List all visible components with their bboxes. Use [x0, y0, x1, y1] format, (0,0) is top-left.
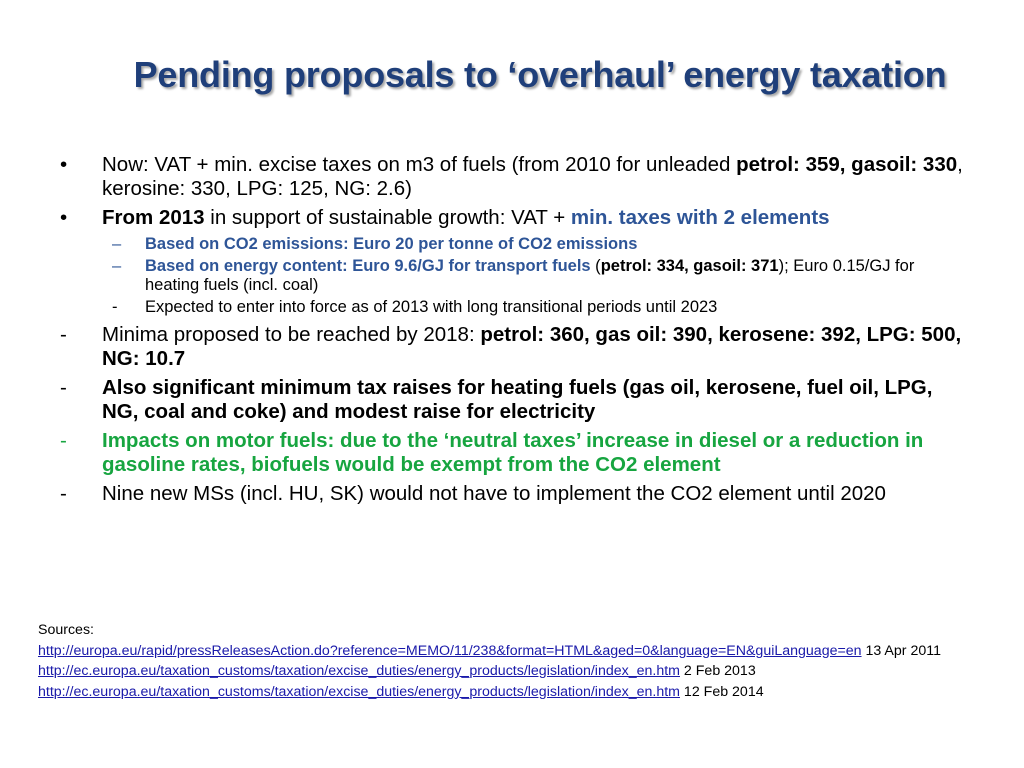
bullet-minima	[58, 323, 968, 371]
sources	[38, 620, 988, 702]
page-title: Pending proposals to ‘overhaul’ energy taxation	[133, 54, 947, 95]
bullet-marker: -	[60, 482, 67, 505]
bullet-text: Also significant minimum tax raises for heating fuels (gas oil, kerosene, fuel oil, LPG, NG, coal and coke) and modest raise for electricity	[102, 376, 933, 423]
bullet-marker: -	[60, 323, 67, 346]
bullet-from-2013	[58, 206, 968, 230]
bullet-bold-text: petrol: 360, gas oil: 390, kerosene: 392, LPG: 500, NG: 10.7	[102, 323, 962, 370]
subbullet-bold-text: petrol: 334, gasoil: 371	[600, 257, 779, 275]
bullet-text: Now: VAT + min. excise taxes on m3 of fuels (from 2010 for unleaded	[102, 153, 737, 176]
source-link[interactable]: http://ec.europa.eu/taxation_customs/taxation/excise_duties/energy_products/legislation/index_en.htm	[38, 663, 680, 679]
bullet-bold-text: From 2013	[102, 206, 205, 229]
source-date: 12 Feb 2014	[679, 683, 764, 700]
subbullet-highlight-text: Based on energy content: Euro 9.6/GJ for transport fuels	[145, 257, 591, 275]
subbullet-marker: -	[112, 298, 118, 316]
bullet-marker: •	[60, 153, 68, 176]
bullet-text: , kerosine: 330, LPG: 125, NG: 2.6)	[102, 153, 963, 200]
bullet-marker: •	[60, 206, 68, 229]
source-date: 2 Feb 2013	[679, 663, 756, 679]
source-link[interactable]: http://ec.europa.eu/taxation_customs/taxation/excise_duties/energy_products/legislation/index_en.htm	[38, 683, 680, 700]
bullet-text: Nine new MSs (incl. HU, SK) would not have to implement the CO2 element until 2020	[102, 482, 886, 505]
source-item	[38, 661, 988, 682]
bullet-heating	[58, 376, 968, 424]
bullet-new-ms	[58, 482, 968, 506]
bullet-now	[58, 153, 968, 201]
subbullet-text: Expected to enter into force as of 2013 with long transitional periods until 2023	[145, 298, 718, 316]
subbullet-marker: –	[112, 235, 122, 253]
source-item	[38, 682, 988, 703]
bullet-list	[58, 153, 968, 511]
bullet-marker: -	[60, 376, 67, 399]
bullet-text: Minima proposed to be reached by 2018:	[102, 323, 481, 346]
source-item	[38, 641, 988, 662]
bullet-text: in support of sustainable growth: VAT +	[204, 206, 571, 229]
subbullet-co2	[58, 235, 968, 254]
bullet-highlight-text: min. taxes with 2 elements	[570, 206, 830, 229]
source-date: 13 Apr 2011	[861, 642, 941, 659]
subbullet-expected	[58, 298, 968, 317]
bullet-motor-fuels	[58, 429, 968, 477]
subbullet-text: (	[590, 257, 601, 275]
subbullet-text: Based on CO2 emissions: Euro 20 per tonne of CO2 emissions	[145, 235, 638, 253]
sources-label: Sources:	[38, 622, 94, 638]
subbullet-text: ); Euro 0.15/GJ for heating fuels (incl. coal)	[145, 257, 915, 294]
source-link[interactable]: http://europa.eu/rapid/pressReleasesAction.do?reference=MEMO/11/238&format=HTML&aged=0&language=EN&guiLanguage=en	[38, 642, 862, 659]
bullet-text: Impacts on motor fuels: due to the ‘neutral taxes’ increase in diesel or a reduction in gasoline rates, biofuels would be exempt from the CO2 element	[102, 429, 924, 476]
bullet-marker: -	[60, 429, 67, 452]
subbullet-energy	[58, 257, 968, 295]
bullet-bold-text: petrol: 359, gasoil: 330	[736, 153, 958, 176]
subbullet-marker: –	[112, 257, 122, 275]
